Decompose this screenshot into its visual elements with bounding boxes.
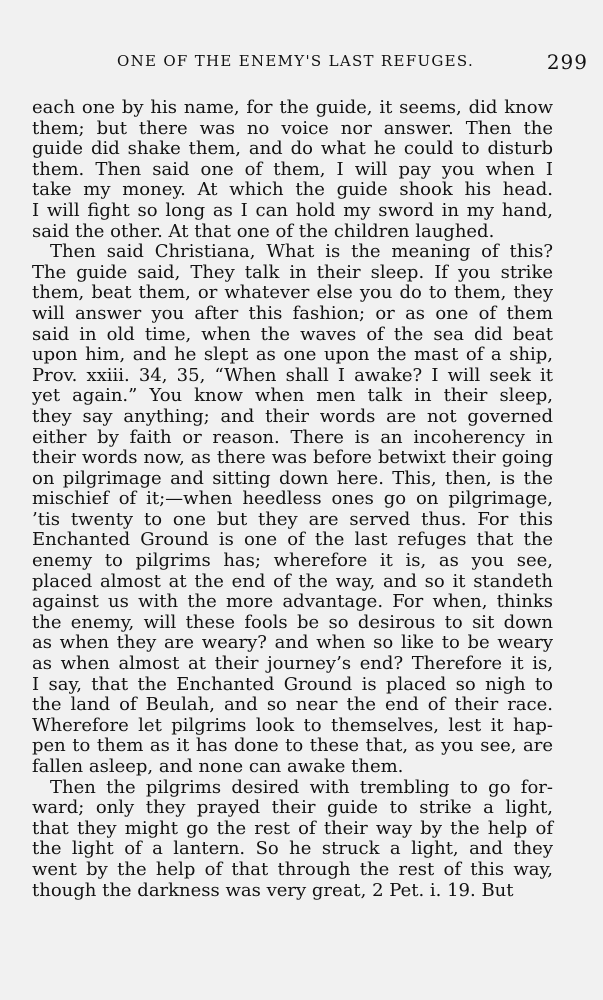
text-line: enemy to pilgrims has; wherefore it is, as you see, bbox=[32, 550, 553, 572]
page-number: 299 bbox=[546, 50, 588, 74]
text-line: ’tis twenty to one but they are served thus. For this bbox=[32, 508, 553, 530]
text-line: I say, that the Enchanted Ground is placed so nigh to bbox=[32, 673, 553, 695]
text-line: guide did shake them, and do what he could to disturb bbox=[32, 138, 553, 160]
text-line: either by faith or reason. There is an incoherency in bbox=[32, 426, 553, 448]
text-line: as when almost at their journey’s end? Therefore it is, bbox=[32, 653, 553, 675]
text-line: Enchanted Ground is one of the last refuges that the bbox=[32, 529, 553, 551]
text-line: them. Then said one of them, I will pay you when I bbox=[32, 158, 553, 180]
text-line: upon him, and he slept as one upon the mast of a ship, bbox=[32, 344, 553, 366]
text-line: Then said Christiana, What is the meaning of this? bbox=[50, 241, 553, 263]
text-line: said the other. At that one of the children laughed. bbox=[32, 220, 495, 242]
text-line: yet again.” You know when men talk in their sleep, bbox=[32, 385, 553, 407]
text-line: the light of a lantern. So he struck a light, and they bbox=[32, 838, 553, 860]
text-line: though the darkness was very great, 2 Pet. i. 19. But bbox=[32, 879, 514, 901]
text-line: went by the help of that through the rest of this way, bbox=[32, 858, 553, 880]
text-line: will answer you after this fashion; or as one of them bbox=[32, 302, 553, 324]
text-line: them, beat them, or whatever else you do to them, they bbox=[32, 282, 553, 304]
text-line: the enemy, will these fools be so desirous to sit down bbox=[32, 611, 553, 633]
text-line: fallen asleep, and none can awake them. bbox=[32, 756, 404, 777]
text-line: them; but there was no voice nor answer. Then the bbox=[32, 117, 553, 139]
text-line: ward; only they prayed their guide to strike a light, bbox=[32, 797, 553, 819]
text-line: I will fight so long as I can hold my sword in my hand, bbox=[32, 199, 553, 221]
text-line: as when they are weary? and when so like to be weary bbox=[32, 632, 553, 654]
text-line: take my money. At which the guide shook his head. bbox=[32, 179, 553, 201]
text-line: pen to them as it has done to these that, as you see, are bbox=[32, 735, 553, 757]
text-line: against us with the more advantage. For when, thinks bbox=[32, 591, 553, 613]
text-line: mischief of it;—when heedless ones go on pilgrimage, bbox=[32, 488, 553, 510]
text-line: that they might go the rest of their way by the help of bbox=[32, 817, 553, 839]
text-line: their words now, as there was before betwixt their going bbox=[32, 447, 553, 469]
body-text bbox=[32, 98, 553, 901]
running-head: ONE OF THE ENEMY'S LAST REFUGES. bbox=[117, 52, 475, 70]
text-line: they say anything; and their words are not governed bbox=[32, 405, 553, 427]
text-line: the land of Beulah, and so near the end of their race. bbox=[32, 694, 553, 716]
text-line: Prov. xxiii. 34, 35, “When shall I awake? I will seek it bbox=[32, 364, 553, 386]
paragraph bbox=[32, 778, 553, 902]
paragraph bbox=[32, 242, 553, 777]
text-line: Wherefore let pilgrims look to themselves, lest it hap- bbox=[32, 714, 553, 736]
text-line: each one by his name, for the guide, it seems, did know bbox=[32, 97, 553, 118]
paragraph bbox=[32, 98, 553, 242]
text-line: on pilgrimage and sitting down here. This, then, is the bbox=[32, 467, 553, 489]
page-header bbox=[30, 50, 588, 80]
text-line: The guide said, They talk in their sleep. If you strike bbox=[32, 261, 553, 283]
text-line: said in old time, when the waves of the sea did beat bbox=[32, 323, 553, 345]
text-line: placed almost at the end of the way, and so it standeth bbox=[32, 570, 553, 592]
text-line: Then the pilgrims desired with trembling to go for- bbox=[50, 776, 553, 798]
